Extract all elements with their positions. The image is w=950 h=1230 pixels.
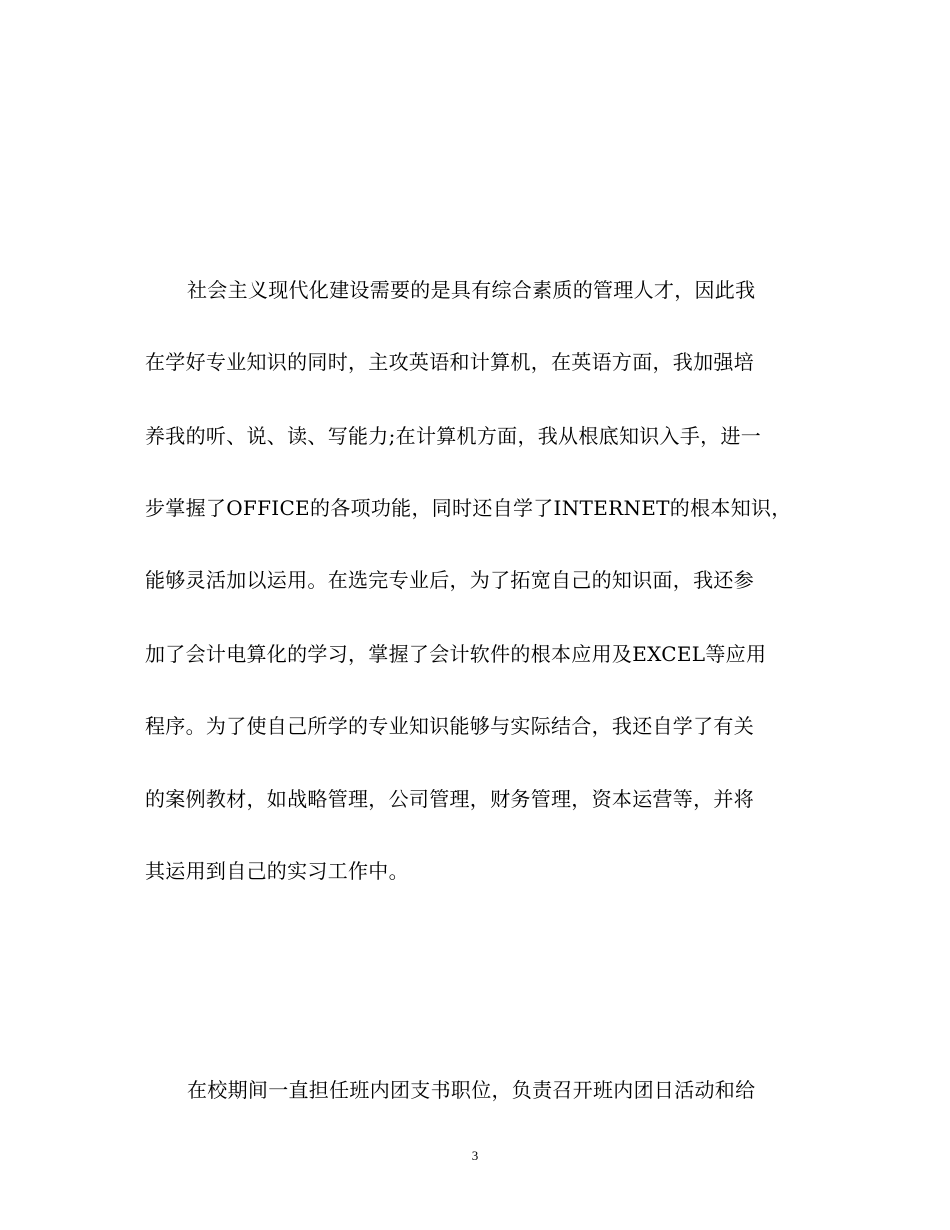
paragraph-1-line-6: 加了会计电算化的学习，掌握了会计软件的根本应用及EXCEL等应用 [145, 642, 767, 666]
paragraph-2-line-1: 在校期间一直担任班内团支书职位，负责召开班内团日活动和给 [187, 1078, 756, 1102]
paragraph-1-line-5: 能够灵活加以运用。在选完专业后，为了拓宽自己的知识面，我还参 [145, 568, 754, 592]
paragraph-1-line-3: 养我的听、说、读、写能力;在计算机方面，我从根底知识入手，进一 [145, 424, 762, 448]
paragraph-1-line-1: 社会主义现代化建设需要的是具有综合素质的管理人才，因此我 [187, 278, 756, 302]
paragraph-1-line-9: 其运用到自己的实习工作中。 [145, 859, 409, 883]
paragraph-1-line-7: 程序。为了使自己所学的专业知识能够与实际结合，我还自学了有关 [145, 714, 754, 738]
page-number: 3 [471, 1148, 479, 1163]
paragraph-1-line-4: 步掌握了OFFICE的各项功能，同时还自学了INTERNET的根本知识， [145, 496, 792, 520]
paragraph-1-line-2: 在学好专业知识的同时，主攻英语和计算机，在英语方面，我加强培 [145, 350, 754, 374]
paragraph-1-line-8: 的案例教材，如战略管理，公司管理，财务管理，资本运营等，并将 [145, 787, 754, 811]
